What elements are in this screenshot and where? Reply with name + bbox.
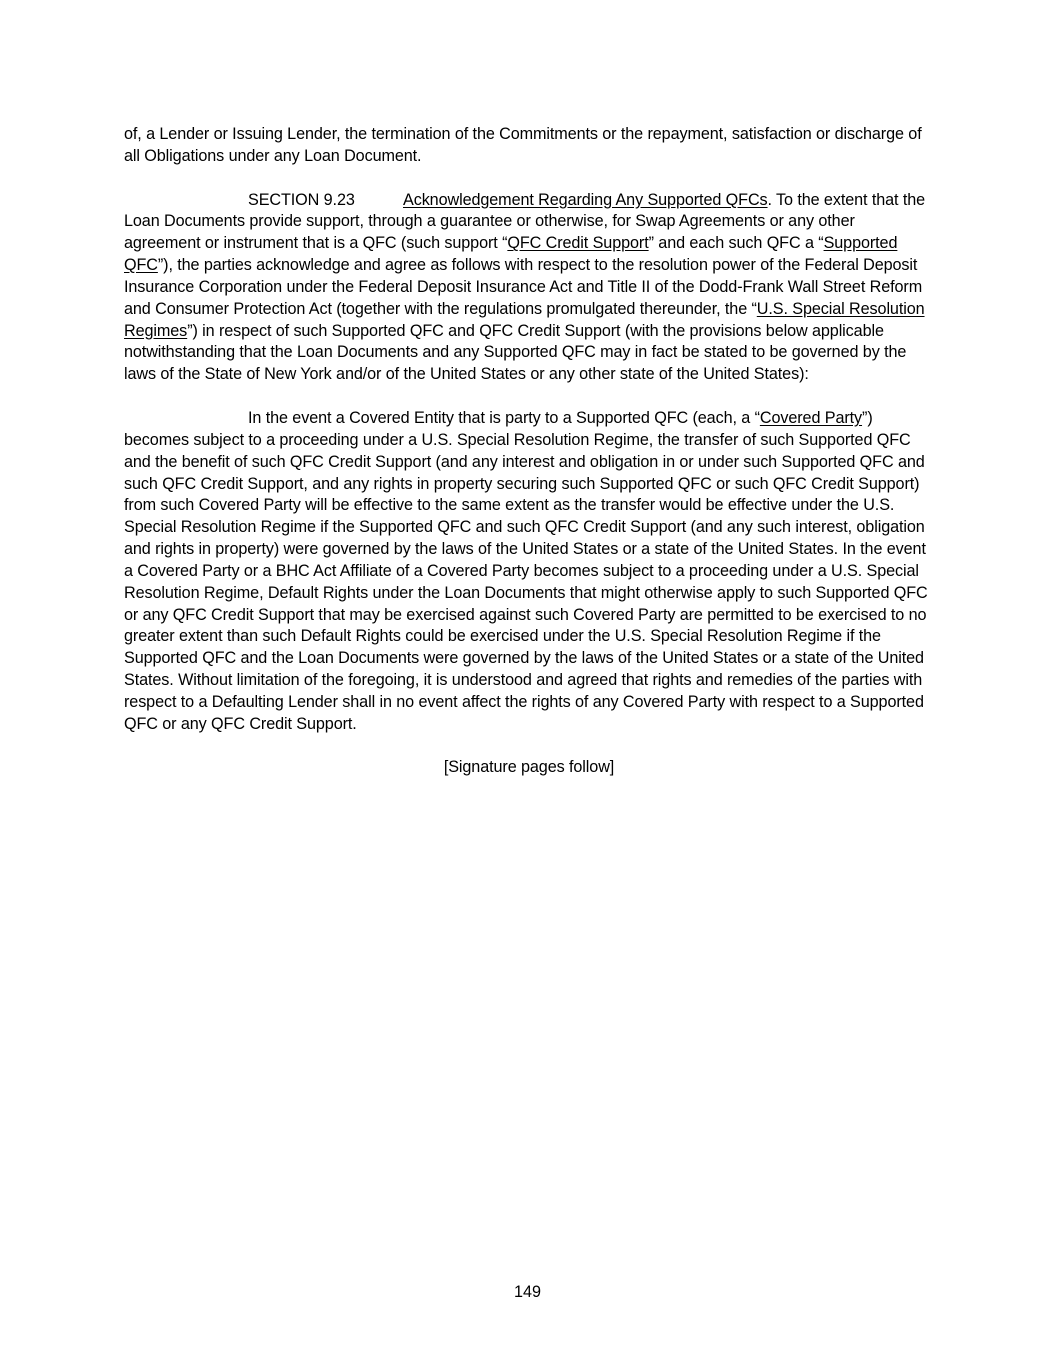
signature-note: [Signature pages follow] — [443, 758, 615, 777]
section-body-1: . To the extent that the Loan Documents provide support, through a guarantee or otherwise, for Swap Agreements or any other agreement or instrument that is a QFC (such support “ — [124, 190, 926, 253]
continuation-text: of, a Lender or Issuing Lender, the termination of the Commitments or the repayment, satisfaction or discharge of all Obligations under any Loan Document. — [124, 125, 922, 165]
section-heading: Acknowledgement Regarding Any Supported QFCs — [403, 190, 768, 209]
section-body-3: ”), the parties acknowledge and agree as follows with respect to the resolution power of the Federal Deposit Insurance Corporation under the Federal Deposit Insurance Act and Title II of the Dodd-Frank Wall Street Reform and Consumer Protection Act (together with the regulations promulgated thereunder, the “ — [124, 256, 923, 318]
defined-term-covered-party: Covered Party — [759, 408, 863, 427]
defined-term-qfc-credit-support: QFC Credit Support — [507, 234, 649, 253]
section-9-23-paragraph — [124, 190, 934, 387]
covered-body-1: In the event a Covered Entity that is party to a Supported QFC (each, a “ — [248, 408, 760, 427]
defined-term-us-special-resolution-regimes: U.S. Special Resolution Regimes — [124, 299, 925, 340]
section-body-4: ”) in respect of such Supported QFC and QFC Credit Support (with the provisions below applicable notwithstanding that the Loan Documents and any Supported QFC may in fact be stated to be governed by the laws of the State of New York and/or of the United States or any other state of the United States): — [124, 321, 907, 384]
page-number: 149 — [513, 1283, 541, 1301]
section-number: SECTION 9.23 — [248, 190, 355, 209]
covered-party-paragraph — [124, 408, 934, 736]
covered-body-2: ”) becomes subject to a proceeding under a U.S. Special Resolution Regime, the transfer of such Supported QFC and the benefit of such QFC Credit Support (and any interest and obligation in or under such Supported QFC and such QFC Credit Support, and any rights in property securing such Supported QFC or such QFC Credit Support) from such Covered Party will be effective to the same extent as the transfer would be effective under the U.S. Special Resolution Regime if the Supported QFC and such QFC Credit Support (and any such interest, obligation and rights in property) were governed by the laws of the United States or a state of the United States. In the event a Covered Party or a BHC Act Affiliate of a Covered Party becomes subject to a proceeding under a U.S. Special Resolution Regime, Default Rights under the Loan Documents that might otherwise apply to such Supported QFC or any QFC Credit Support that may be exercised against such Covered Party are permitted to be exercised to no greater extent than such Default Rights could be exercised under the U.S. Special Resolution Regime if the Supported QFC and the Loan Documents were governed by the laws of the United States or a state of the United States. Without limitation of the foregoing, it is understood and agreed that rights and remedies of the parties with respect to a Defaulting Lender shall in no event affect the rights of any Covered Party with respect to a Supported QFC or any QFC Credit Support. — [124, 408, 928, 733]
document-page — [124, 124, 934, 779]
defined-term-supported-qfc: Supported QFC — [124, 234, 898, 275]
continuation-paragraph — [124, 124, 934, 168]
section-body-2: ” and each such QFC a “ — [648, 234, 824, 253]
